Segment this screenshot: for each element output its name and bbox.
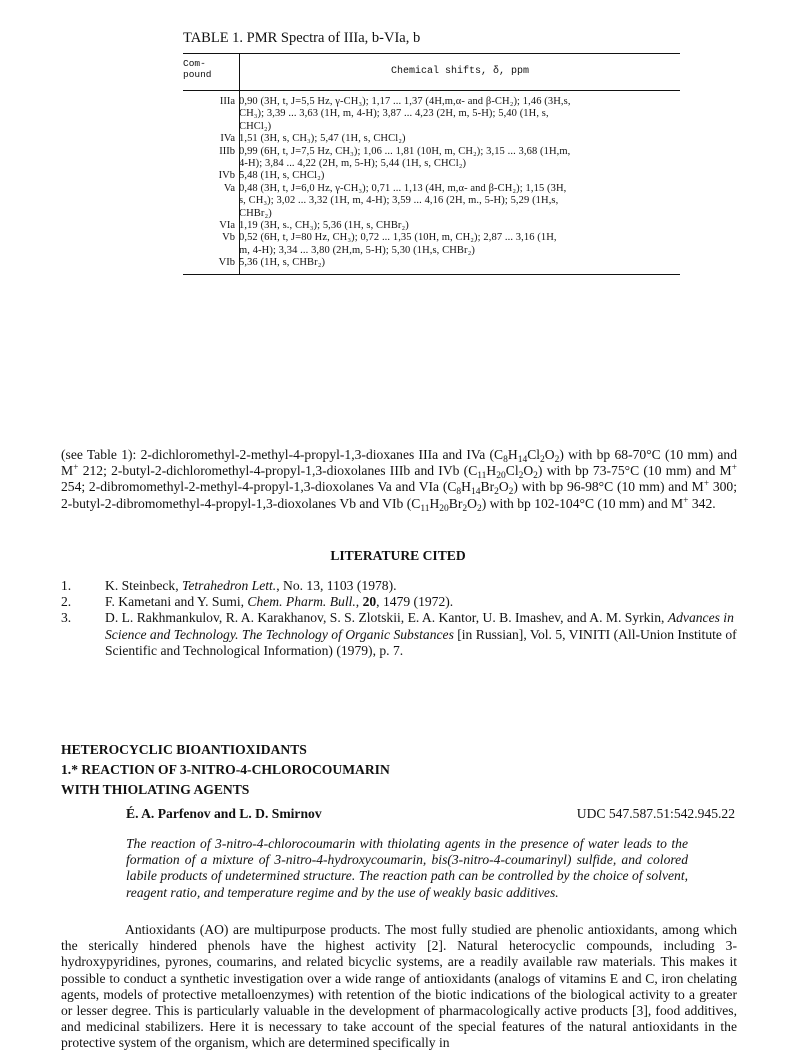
table-title: TABLE 1. PMR Spectra of IIIa, b-VIa, b — [183, 30, 421, 46]
chemical-shifts: 4-H); 3,84 ... 4,22 (2H, m, 5-H); 5,44 (1H, s, CHCl₂) — [239, 158, 467, 170]
table-row — [183, 208, 680, 220]
pmr-table — [183, 53, 680, 275]
compound-label — [183, 121, 239, 133]
table-row — [183, 121, 680, 133]
header-shifts: Chemical shifts, δ, ppm — [390, 66, 530, 77]
table-row — [183, 133, 680, 145]
table-row — [183, 158, 680, 170]
header-compound: Com- pound — [183, 54, 240, 90]
compound-label — [183, 195, 239, 207]
chemical-shifts: 1,19 (3H, s., CH₃); 5,36 (1H, s, CHBr₂) — [239, 220, 409, 232]
table-row — [183, 220, 680, 232]
table-row — [183, 108, 680, 120]
compound-label: Va — [223, 182, 235, 194]
compound-label — [183, 158, 239, 170]
compound-data-paragraph: (see Table 1): 2-dichloromethyl-2-methyl-4-propyl-1,3-dioxanes IIIa and IVa $(C_8H_{14}Cl_2O_2)$ with bp 68-70°C (10 mm) and M+ 212; 2-butyl-2-dichloromethyl-4-propyl-1,3-dioxolanes IIIb and IVb $(C_{11}H_{20}Cl_2O_2)$ with bp 73-75°C (10 mm) and M+ 254; 2-dibromomethyl-2-methyl-4-propyl-1,3-dioxolanes Va and VIa $(C_8H_{14}Br_2O_2)$ with bp 96-98°C (10 mm) and M+ 300; 2-butyl-2-dibromomethyl-4-propyl-1,3-dioxolanes Vb and VIb $(C_{11}H_{20}Br_2O_2)$ with bp 102-104°C (10 mm) and M+ 342. — [61, 447, 738, 514]
table-header — [183, 54, 680, 90]
table-row — [183, 257, 680, 269]
compound-label: VIa — [219, 220, 235, 232]
reference-item: 1. K. Steinbeck, Tetrahedron Lett., No. 13, 1103 (1978). — [61, 578, 397, 593]
article-abstract: The reaction of 3-nitro-4-chlorocoumarin with thiolating agents in the presence of water leads to the formation of a mixture of 3-nitro-4-hydroxycoumarin, bis(3-nitro-4-coumarinyl) sulfide, and colored labile products of undetermined structure. The reaction path can be controlled by the choice of solvent, reagent ratio, and temperature regime and by the use of weakly basic additives. — [126, 836, 688, 900]
table-row — [183, 183, 680, 195]
compound-label: IIIb — [219, 145, 235, 157]
table-body — [183, 91, 680, 274]
reference-item: 3. D. L. Rakhmankulov, R. A. Karakhanov, S. S. Zlotskii, E. A. Kantor, U. B. Imashev, and A. M. Syrkin, Advances in Science and Technology. The Technology of Organic Substances [in Russian], Vol. 5, VINITI (All-Union Institute of Scientific and Technological Information) (1979), p. 7. — [61, 610, 737, 658]
compound-label: IVb — [218, 170, 235, 182]
article-title: HETEROCYCLIC BIOANTIOXIDANTS 1.* REACTION OF 3-NITRO-4-CHLOROCOUMARIN WITH THIOLATING AGENTS — [61, 742, 390, 797]
compound-label: IVa — [220, 133, 235, 145]
chemical-shifts: 0,90 (3H, t, J=5,5 Hz, γ-CH₃); 1,17 ... 1,37 (4H,m,α- and β-CH₂); 1,46 (3H,s, — [239, 96, 571, 107]
table-bottom-rule — [183, 274, 680, 275]
article-authors: É. A. Parfenov and L. D. Smirnov — [126, 806, 322, 821]
compound-label — [183, 208, 239, 220]
chemical-shifts: CHCl₂) — [239, 120, 272, 132]
chemical-shifts: 5,36 (1H, s, CHBr₂) — [239, 257, 326, 269]
literature-heading: LITERATURE CITED — [330, 548, 466, 563]
chemical-shifts: m, 4-H); 3,34 ... 3,80 (2H,m, 5-H); 5,30 (1H,s, CHBr₂) — [239, 244, 475, 256]
chemical-shifts: 1,51 (3H, s, CH₃); 5,47 (1H, s, CHCl₂) — [239, 133, 406, 145]
chemical-shifts: s, CH₃); 3,02 ... 3,32 (1H, m, 4-H); 3,59 ... 4,16 (2H, m., 5-H); 5,29 (1H,s, — [239, 195, 559, 207]
compound-label: Vb — [222, 232, 235, 244]
compound-label: IIIa — [219, 96, 235, 107]
reference-item: 2. F. Kametani and Y. Sumi, Chem. Pharm. Bull., 20, 1479 (1972). — [61, 594, 454, 610]
chemical-shifts: CHBr₂) — [239, 207, 272, 219]
chemical-shifts: 0,52 (6H, t, J=80 Hz, CH₃); 0,72 ... 1,35 (10H, m, CH₂); 2,87 ... 3,16 (1H, — [239, 232, 557, 244]
table-row — [183, 232, 680, 244]
chemical-shifts: CH₃); 3,39 ... 3,63 (1H, m, 4-H); 3,87 ... 4,23 (2H, m, 5-H); 5,40 (1H, s, — [239, 108, 549, 120]
chemical-shifts: 0,48 (3H, t, J=6,0 Hz, γ-CH₃); 0,71 ... 1,13 (4H, m,α- and β-CH₂); 1,15 (3H, — [239, 182, 567, 194]
compound-label — [183, 108, 239, 120]
chemical-shifts: 5,48 (1H, s, CHCl₂) — [239, 170, 325, 182]
table-row — [183, 96, 680, 108]
table-row — [183, 195, 680, 207]
table-row — [183, 245, 680, 257]
references-list — [61, 578, 741, 659]
compound-label — [183, 245, 239, 257]
compound-label: VIb — [218, 257, 235, 269]
introduction-paragraph: Antioxidants (AO) are multipurpose products. The most fully studied are phenolic antioxidants, among which the sterically hindered phenols have the highest activity [2]. Natural heterocyclic compounds, including 3-hydroxypyridines, pyrones, coumarins, and related bicyclic systems, are a readily available raw materials. This makes it possible to conduct a synthetic investigation over a wide range of antioxidants (analogs of vitamins E and C, iron chelating agents, models of protective metalloenzymes) with retention of the biotic indications of the biological activity to a greater or lesser degree. This is particularly valuable in the development of pharmacologically active products [3], food additives, and medicinal stabilizers. Here it is necessary to take account of the special features of the natural antioxidants in the protective system of the organism, which are determined specifically in — [61, 922, 737, 1051]
udc-code: UDC 547.587.51:542.945.22 — [576, 806, 735, 821]
table-row — [183, 170, 680, 182]
chemical-shifts: 0,99 (6H, t, J=7,5 Hz, CH₃); 1,06 ... 1,81 (10H, m, CH₂); 3,15 ... 3,68 (1H,m, — [239, 145, 571, 157]
table-column-divider — [239, 91, 240, 274]
table-row — [183, 146, 680, 158]
